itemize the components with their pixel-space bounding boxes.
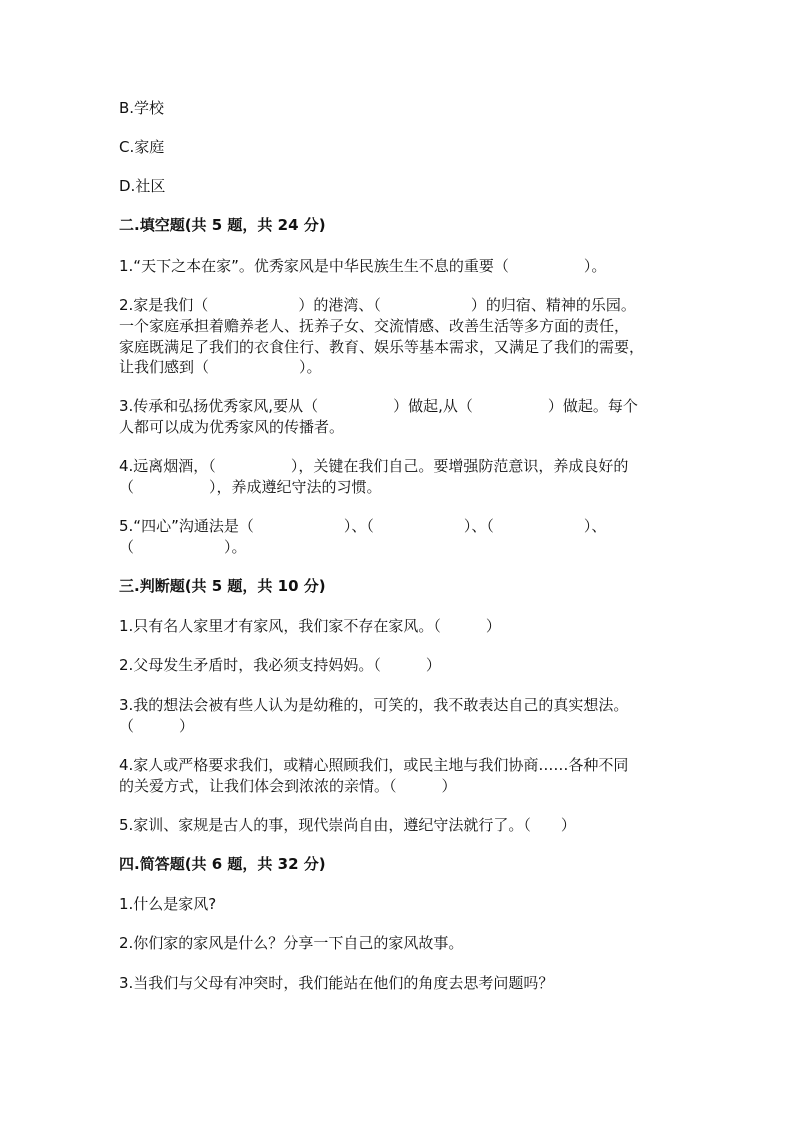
fill-question-1: 1.“天下之本在家”。优秀家风是中华民族生生不息的重要（ ）。 (119, 257, 607, 275)
option-c: C.家庭 (119, 138, 165, 156)
fill-question-2-line-1: 2.家是我们（ ）的港湾、（ ）的归宿、精神的乐园。 (119, 296, 636, 314)
judge-question-5: 5.家训、家规是古人的事，现代崇尚自由，遵纪守法就行了。（ ） (119, 816, 576, 834)
judge-question-4-line-1: 4.家人或严格要求我们，或精心照顾我们，或民主地与我们协商……各种不同 (119, 756, 629, 774)
fill-question-5-line-2: （ ）。 (119, 538, 247, 556)
section-heading-true-false: 三.判断题(共 5 题，共 10 分) (119, 577, 326, 595)
judge-question-1: 1.只有名人家里才有家风，我们家不存在家风。（ ） (119, 617, 501, 635)
judge-question-2: 2.父母发生矛盾时，我必须支持妈妈。（ ） (119, 656, 441, 674)
short-question-3: 3.当我们与父母有冲突时，我们能站在他们的角度去思考问题吗？ (119, 974, 554, 992)
option-b: B.学校 (119, 99, 165, 117)
fill-question-5-line-1: 5.“四心”沟通法是（ ）、（ ）、（ ）、 (119, 517, 607, 535)
judge-question-3-line-1: 3.我的想法会被有些人认为是幼稚的，可笑的，我不敢表达自己的真实想法。 (119, 696, 629, 714)
fill-question-3-line-1: 3.传承和弘扬优秀家风,要从（ ）做起,从（ ）做起。每个 (119, 397, 638, 415)
section-heading-fill-in: 二.填空题(共 5 题，共 24 分) (119, 216, 326, 234)
short-question-1: 1.什么是家风? (119, 895, 217, 913)
section-heading-short-answer: 四.简答题(共 6 题，共 32 分) (119, 855, 326, 873)
judge-question-4-line-2: 的关爱方式，让我们体会到浓浓的亲情。（ ） (119, 777, 457, 795)
fill-question-4-line-1: 4.远离烟酒，（ ），关键在我们自己。要增强防范意识，养成良好的 (119, 457, 629, 475)
fill-question-4-line-2: （ ），养成遵纪守法的习惯。 (119, 478, 382, 496)
fill-question-2-line-3: 家庭既满足了我们的衣食住行、教育、娱乐等基本需求，又满足了我们的需要， (119, 338, 645, 356)
option-d: D.社区 (119, 177, 166, 195)
short-question-2: 2.你们家的家风是什么？分享一下自己的家风故事。 (119, 934, 464, 952)
fill-question-2-line-4: 让我们感到（ ）。 (119, 358, 322, 376)
judge-question-3-line-2: （ ） (119, 717, 195, 735)
fill-question-3-line-2: 人都可以成为优秀家风的传播者。 (119, 418, 345, 436)
fill-question-2-line-2: 一个家庭承担着赡养老人、抚养子女、交流情感、改善生活等多方面的责任， (119, 317, 630, 335)
